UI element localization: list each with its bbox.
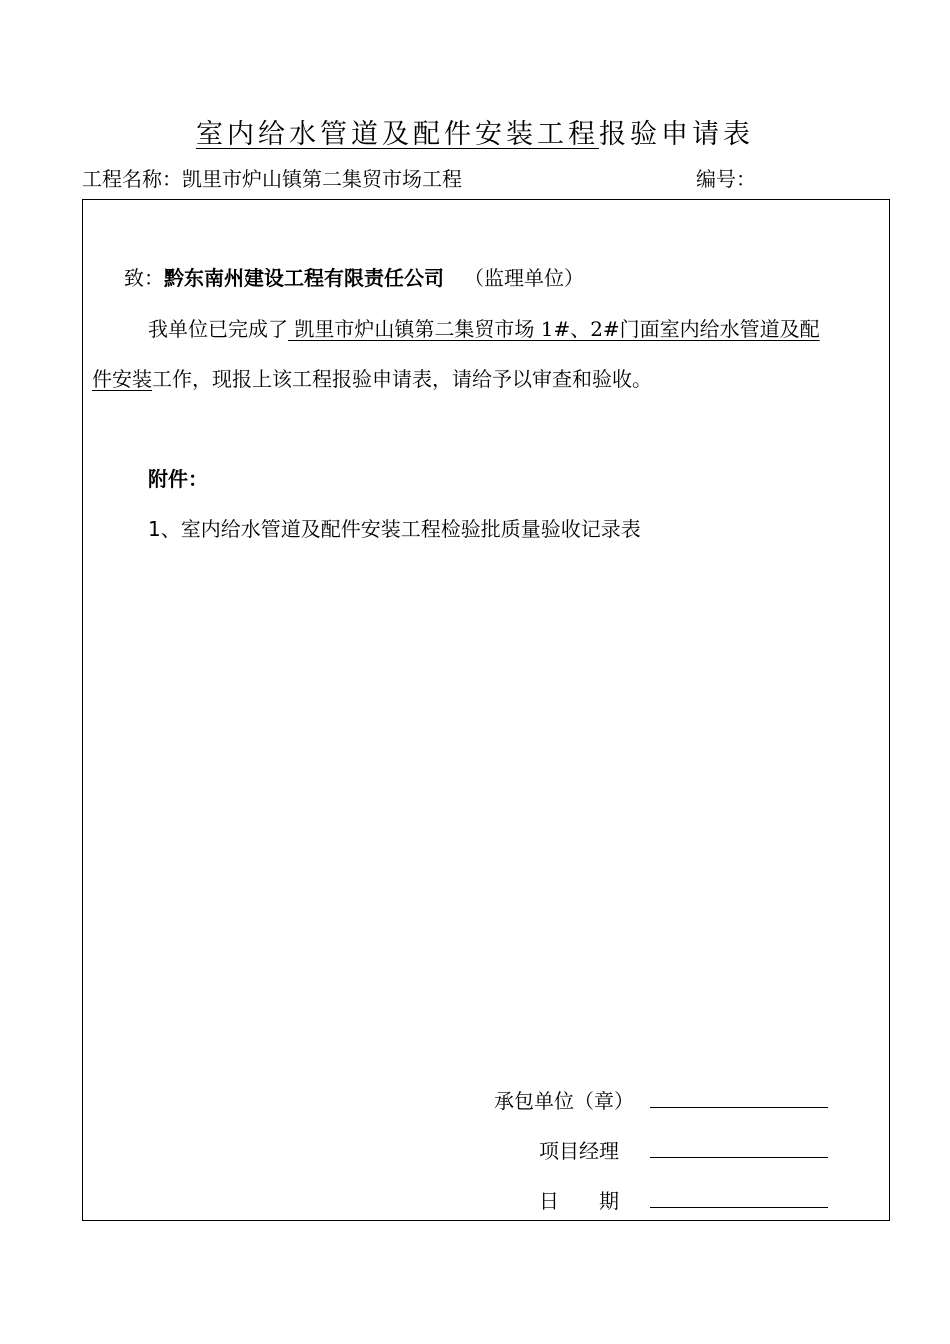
contractor-seal-line [650,1107,828,1108]
body-work-description-1: 凯里市炉山镇第二集贸市场 1#、2#门面室内给水管道及配 [288,317,820,341]
number-label: 编号： [696,167,756,191]
header-meta-row [82,163,890,191]
document-title [0,112,950,151]
date-line [650,1207,828,1208]
supervisor-company: 黔东南州建设工程有限责任公司 [164,266,444,290]
to-prefix: 致： [124,266,164,290]
body-work-description-2: 件安装 [92,367,152,391]
title-rest: 报验申请表 [599,119,754,150]
supervisor-note: （监理单位） [464,266,584,290]
project-label: 工程名称： [82,167,182,191]
project-name: 凯里市炉山镇第二集贸市场工程 [182,167,462,191]
body-suffix: 工作，现报上该工程报验申请表，请给予以审查和验收。 [152,367,652,391]
body-text-line-2 [92,363,652,392]
date-label: 日 期 [539,1189,619,1213]
addressee-line [124,262,584,291]
attachment-label: 附件： [148,467,208,491]
title-underlined: 室内给水管道及配件安装工程 [196,119,599,150]
project-name-field [82,163,462,192]
project-manager-label: 项目经理 [539,1139,619,1163]
attachment-item: 1、室内给水管道及配件安装工程检验批质量验收记录表 [148,517,641,541]
body-text-line-1 [148,313,820,342]
contractor-seal-label: 承包单位（章） [494,1089,634,1113]
form-frame [82,199,890,1221]
project-manager-line [650,1157,828,1158]
body-prefix: 我单位已完成了 [148,317,288,341]
